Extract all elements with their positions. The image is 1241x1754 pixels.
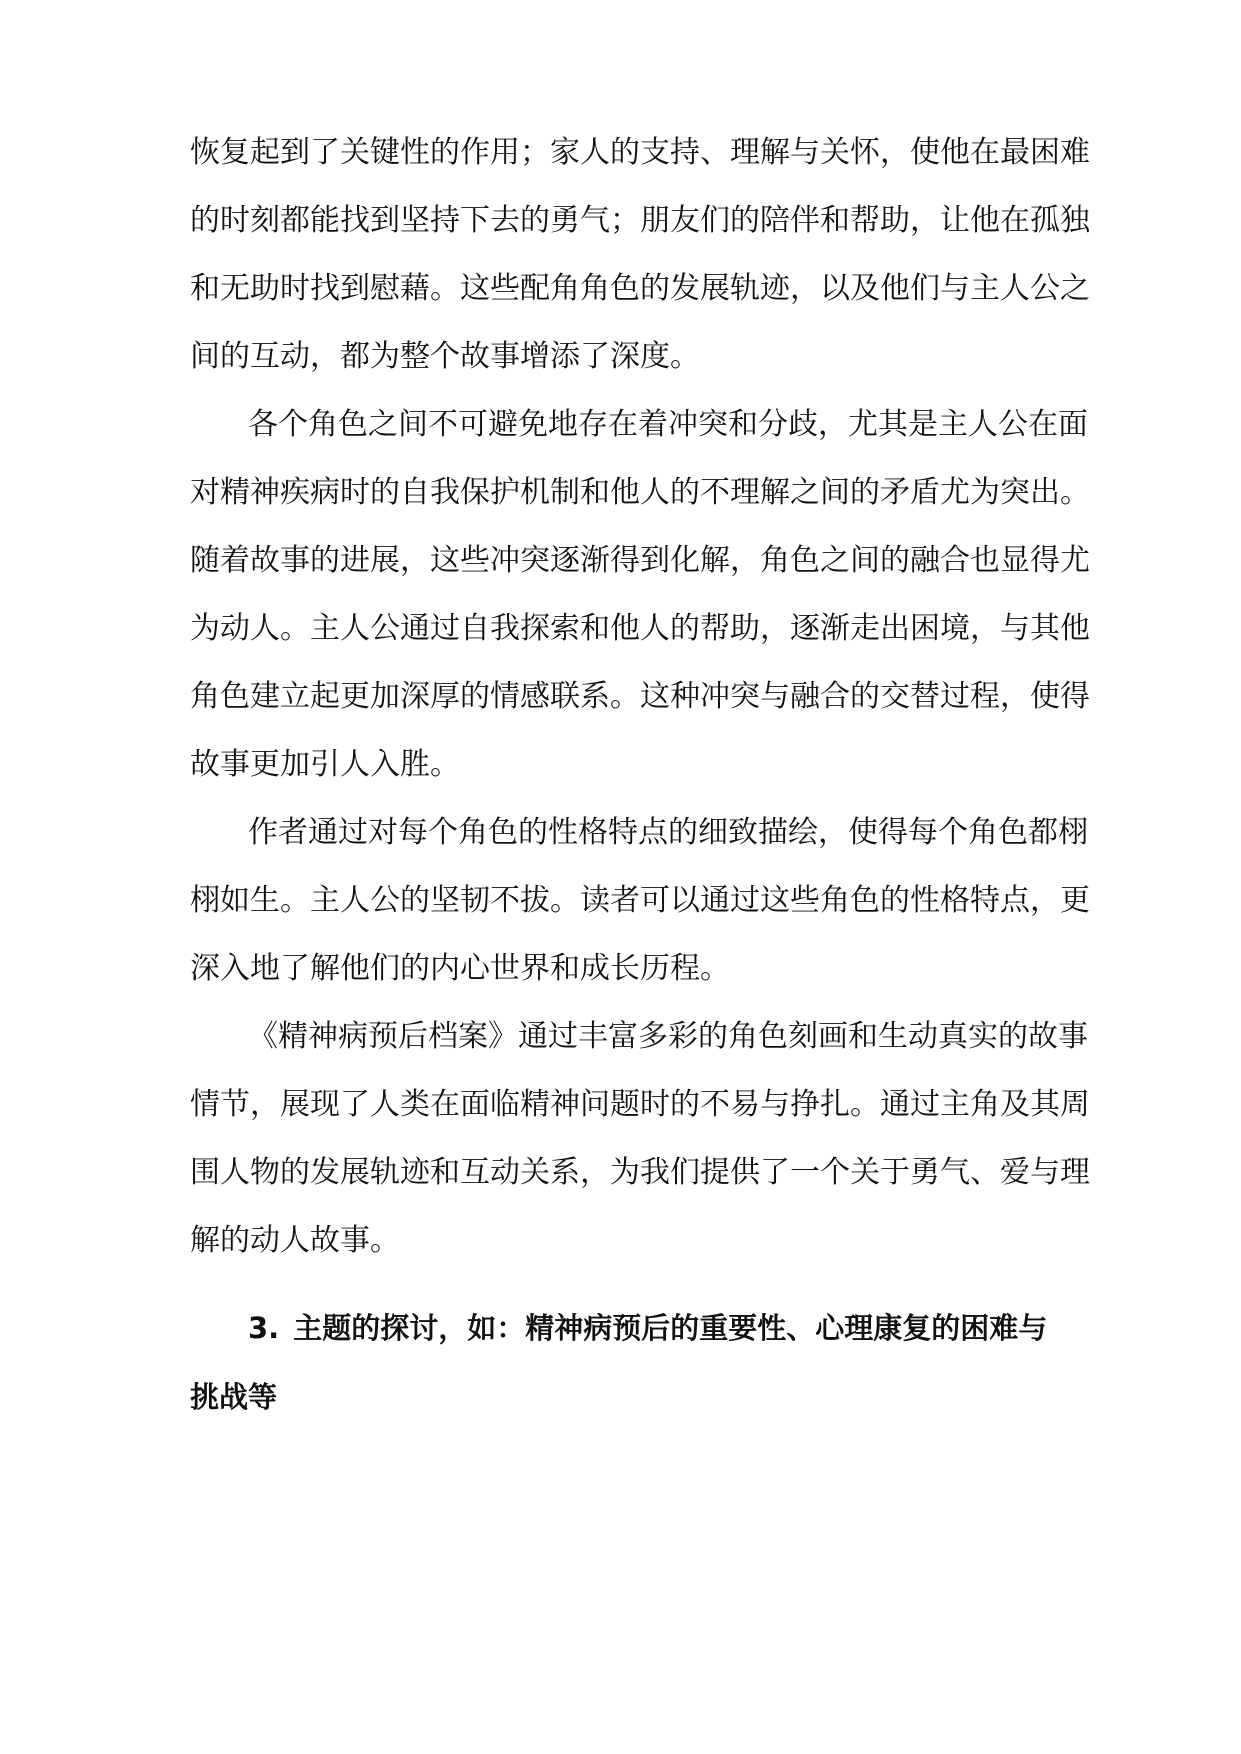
paragraph-3-line-2: 栩如生。主人公的坚韧不拔。读者可以通过这些角色的性格特点，更 xyxy=(190,883,1090,918)
section-heading-line-1 xyxy=(248,1308,1128,1348)
paragraph-2-line-1: 各个角色之间不可避免地存在着冲突和分歧，尤其是主人公在面 xyxy=(248,407,1088,442)
paragraph-1-line-1: 恢复起到了关键性的作用；家人的支持、理解与关怀，使他在最困难 xyxy=(190,135,1090,170)
paragraph-3-line-1: 作者通过对每个角色的性格特点的细致描绘，使得每个角色都栩 xyxy=(248,815,1088,850)
paragraph-4-line-4: 解的动人故事。 xyxy=(190,1223,400,1258)
paragraph-4-line-1: 《精神病预后档案》通过丰富多彩的角色刻画和生动真实的故事 xyxy=(248,1019,1088,1054)
paragraph-2-line-3: 随着故事的进展，这些冲突逐渐得到化解，角色之间的融合也显得尤 xyxy=(190,543,1090,578)
paragraph-1-line-2: 的时刻都能找到坚持下去的勇气；朋友们的陪伴和帮助，让他在孤独 xyxy=(190,203,1090,238)
paragraph-2-line-2: 对精神疾病时的自我保护机制和他人的不理解之间的矛盾尤为突出。 xyxy=(190,475,1090,510)
section-heading-text: 主题的探讨，如：精神病预后的重要性、心理康复的困难与 xyxy=(293,1311,1048,1345)
paragraph-1-line-3: 和无助时找到慰藉。这些配角角色的发展轨迹，以及他们与主人公之 xyxy=(190,271,1090,306)
paragraph-2-line-5: 角色建立起更加深厚的情感联系。这种冲突与融合的交替过程，使得 xyxy=(190,679,1090,714)
section-heading-line-2: 挑战等 xyxy=(190,1380,278,1414)
paragraph-4-line-2: 情节，展现了人类在面临精神问题时的不易与挣扎。通过主角及其周 xyxy=(190,1087,1090,1122)
paragraph-4-line-3: 围人物的发展轨迹和互动关系，为我们提供了一个关于勇气、爱与理 xyxy=(190,1155,1090,1190)
section-number: 3. xyxy=(248,1311,280,1345)
paragraph-2-line-6: 故事更加引人入胜。 xyxy=(190,747,460,782)
paragraph-3-line-3: 深入地了解他们的内心世界和成长历程。 xyxy=(190,951,730,986)
paragraph-1-line-4: 间的互动，都为整个故事增添了深度。 xyxy=(190,339,700,374)
paragraph-2-line-4: 为动人。主人公通过自我探索和他人的帮助，逐渐走出困境，与其他 xyxy=(190,611,1090,646)
